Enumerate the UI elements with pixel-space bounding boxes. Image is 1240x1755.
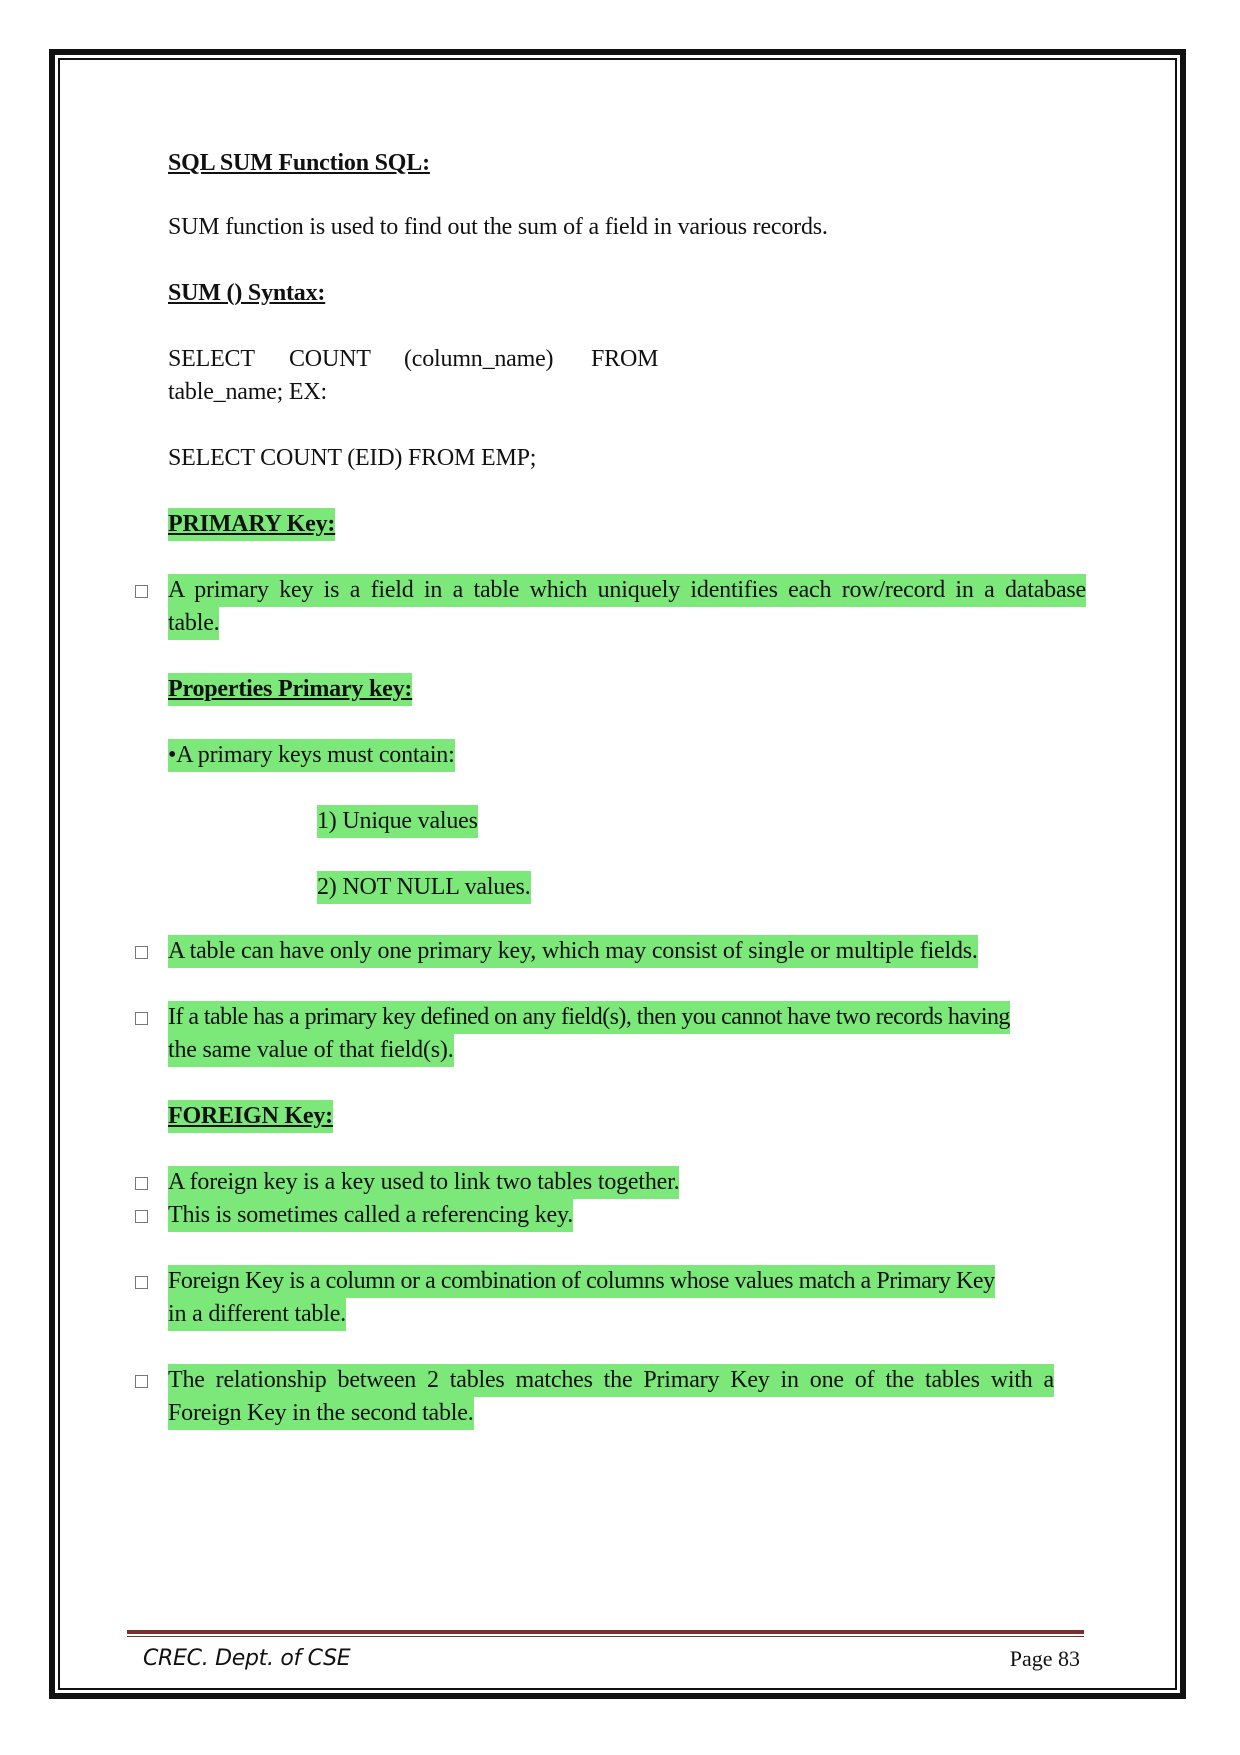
bullet-checkbox-icon — [135, 1210, 148, 1223]
heading-sum-function: SQL SUM Function SQL: — [168, 150, 430, 176]
bullet-checkbox-icon — [135, 946, 148, 959]
syntax-select: SELECT — [168, 346, 255, 372]
syntax-column-name: (column_name) — [404, 346, 554, 372]
bullet-checkbox-icon — [135, 1012, 148, 1025]
sum-description: SUM function is used to find out the sum of a field in various records. — [168, 214, 828, 240]
bullet-checkbox-icon — [135, 585, 148, 598]
syntax-from: FROM — [591, 346, 659, 372]
bullet-checkbox-icon — [135, 1375, 148, 1388]
footer-rule — [127, 1630, 1084, 1634]
footer-department: CREC. Dept. of CSE — [143, 1646, 351, 1671]
heading-primary-key: PRIMARY Key: — [168, 508, 335, 541]
primary-bullet-1-line-2: table. — [168, 607, 219, 640]
foreign-bullet-4-line-1: The relationship between 2 tables matches the Primary Key in one of the tables with a — [168, 1364, 1054, 1397]
property-not-null-values: 2) NOT NULL values. — [317, 871, 531, 904]
bullet-checkbox-icon — [135, 1276, 148, 1289]
primary-bullet-3-line-1: If a table has a primary key defined on any field(s), then you cannot have two records having — [168, 1001, 1010, 1034]
footer-page-number: Page 83 — [1009, 1646, 1080, 1671]
heading-sum-syntax: SUM () Syntax: — [168, 280, 326, 306]
syntax-count: COUNT — [289, 346, 371, 372]
foreign-bullet-1: A foreign key is a key used to link two tables together. — [168, 1166, 679, 1199]
property-unique-values: 1) Unique values — [317, 805, 478, 838]
foreign-bullet-4-line-2: Foreign Key in the second table. — [168, 1397, 474, 1430]
foreign-bullet-3-line-2: in a different table. — [168, 1298, 346, 1331]
must-contain-line: •A primary keys must contain: — [168, 739, 455, 772]
heading-properties-primary-key: Properties Primary key: — [168, 673, 412, 706]
heading-foreign-key: FOREIGN Key: — [168, 1100, 333, 1133]
foreign-bullet-2: This is sometimes called a referencing key. — [168, 1199, 573, 1232]
primary-bullet-2: A table can have only one primary key, which may consist of single or multiple fields. — [168, 935, 978, 968]
primary-bullet-1-line-1: A primary key is a field in a table which uniquely identifies each row/record in a database — [168, 574, 1086, 607]
foreign-bullet-3-line-1: Foreign Key is a column or a combination of columns whose values match a Primary Key — [168, 1265, 995, 1298]
bullet-checkbox-icon — [135, 1177, 148, 1190]
example-query: SELECT COUNT (EID) FROM EMP; — [168, 445, 537, 471]
syntax-table-name: table_name; EX: — [168, 379, 327, 405]
primary-bullet-3-line-2: the same value of that field(s). — [168, 1034, 454, 1067]
footer-rule-thin — [127, 1636, 1084, 1637]
